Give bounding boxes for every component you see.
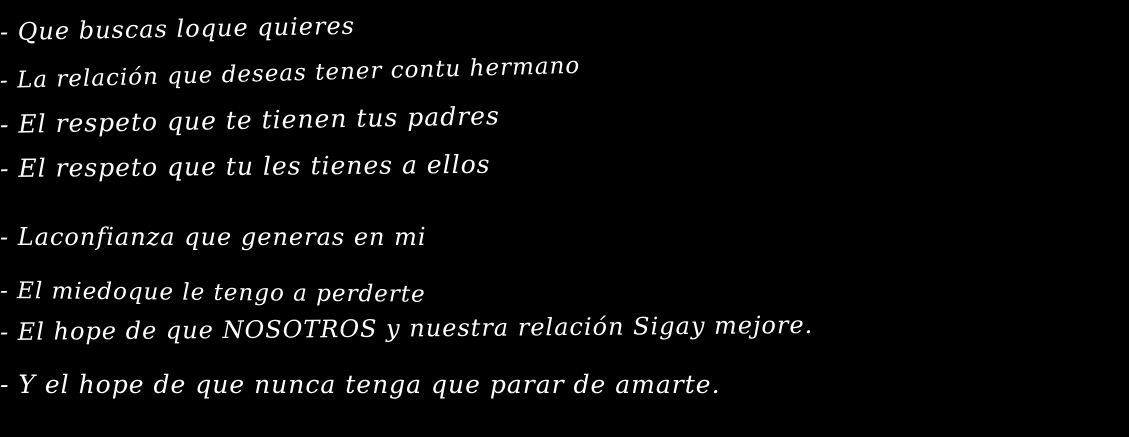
note-line-1: - Que buscas loque quieres	[0, 11, 356, 46]
note-line-2: - La relación que deseas tener contu hermano	[0, 52, 581, 94]
note-line-4: - El respeto que tu les tienes a ellos	[0, 149, 491, 183]
note-line-6: - El miedoque le tengo a perderte	[0, 278, 426, 308]
note-line-8: - Y el hope de que nunca tenga que parar de amarte.	[0, 370, 721, 399]
note-line-3: - El respeto que te tienen tus padres	[0, 101, 501, 139]
note-line-5: - Laconfianza que generas en mi	[0, 223, 427, 251]
note-line-7: - El hope de que NOSOTROS y nuestra relación Sigay mejore.	[0, 310, 814, 346]
